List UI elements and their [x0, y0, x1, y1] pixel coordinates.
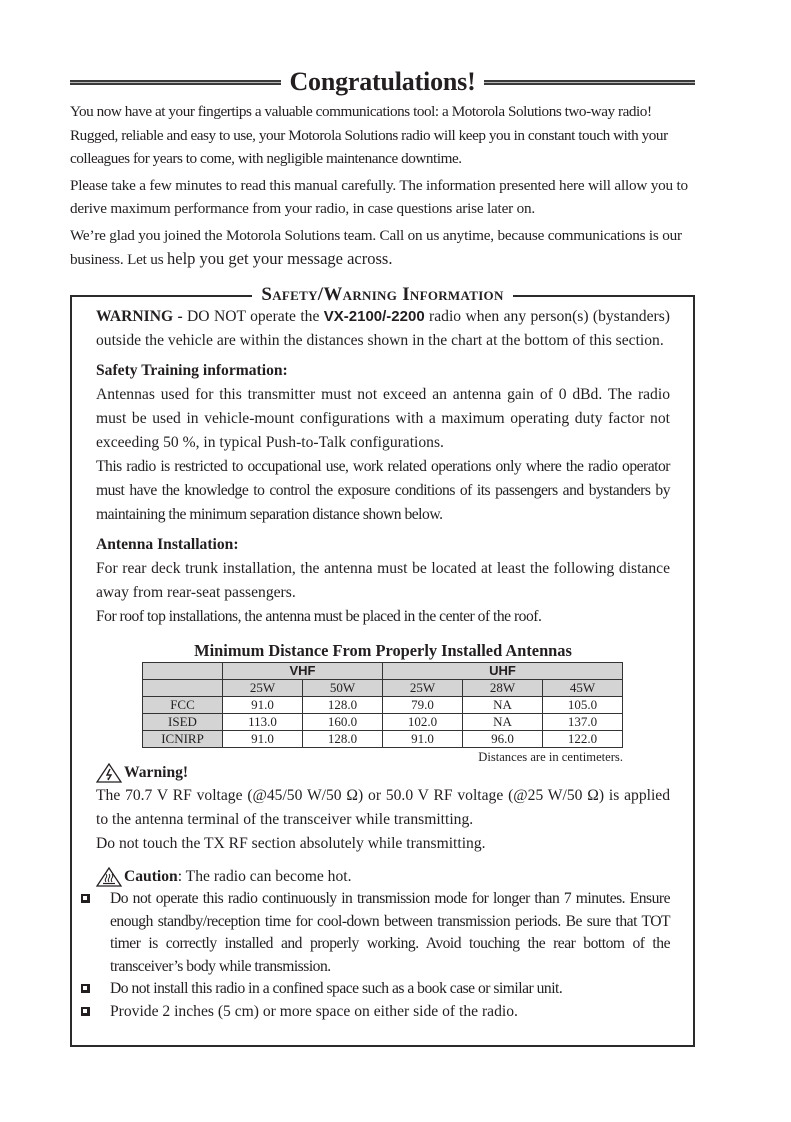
row-label: FCC: [143, 697, 223, 714]
empty-header-cell: [143, 663, 223, 680]
list-item: [72, 978, 670, 1001]
caution-title: Caution: [124, 868, 178, 885]
row-label: ISED: [143, 714, 223, 731]
intro-paragraph-1: You now have at your fingertips a valuable communications tool: a Motorola Solutions two-way radio! Rugged, reliable and easy to use, your Motorola Solutions radio will keep you in constant touch with your colleagues for years to come, with negligible maintenance downtime.: [70, 103, 668, 167]
intro-paragraph-3-start: We’re glad you joined the Motorola Solutions team. Call on us anytime, because communications is our business. Let us: [70, 226, 682, 268]
table-cell: 137.0: [543, 714, 623, 731]
table-note: Distances are in centimeters.: [478, 750, 623, 764]
list-item: [72, 1001, 670, 1024]
table-row: [143, 714, 623, 731]
warning-text-1: DO NOT operate the: [187, 308, 324, 325]
training-heading: Safety Training information:: [96, 362, 288, 379]
power-header-row: [143, 680, 623, 697]
antenna-heading: Antenna Installation:: [96, 536, 239, 553]
table-cell: 128.0: [303, 731, 383, 748]
caution-list: [72, 888, 670, 1023]
power-header: 25W: [223, 680, 303, 697]
box-bullet-icon: [81, 894, 90, 903]
power-header: 45W: [543, 680, 623, 697]
box-bullet-icon: [81, 984, 90, 993]
intro-paragraph-2: Please take a few minutes to read this manual carefully. The information presented here will allow you to derive maximum performance from your radio, in case questions arise later on.: [70, 176, 688, 217]
warning-paragraph: [96, 305, 670, 353]
list-item-text: Do not install this radio in a confined space such as a book case or similar unit.: [110, 980, 563, 997]
training-paragraph-1: Antennas used for this transmitter must not exceed an antenna gain of 0 dBd. The radio must be used in vehicle-mount configurations with a maximum operating duty factor not exceeding 50 %, in typical Push-to-Talk configurations.: [96, 386, 670, 451]
list-item-text: Provide 2 inches (5 cm) or more space on either side of the radio.: [110, 1002, 518, 1020]
band-header-row: [143, 663, 623, 680]
safety-title: [72, 284, 693, 307]
empty-header-cell: [143, 680, 223, 697]
list-item: [72, 888, 670, 978]
heading-rule-left: [70, 80, 281, 85]
rf-warning-title: Warning!: [124, 764, 189, 781]
rf-warning-paragraph-1: The 70.7 V RF voltage (@45/50 W/50 Ω) or 50.0 V RF voltage (@25 W/50 Ω) is applied to the antenna terminal of the transceiver while transmitting.: [96, 787, 670, 828]
intro-paragraph-3: [70, 224, 695, 272]
list-item-text: Do not operate this radio continuously in transmission mode for longer than 7 minutes. Ensure enough standby/reception time for cool-down between transmission periods. Be sure that TOT timer is correctly installed and properly working. Avoid touching the rear bottom of the transceiver’s body while transmission.: [110, 890, 670, 975]
model-name: VX-2100/-2200: [323, 308, 425, 325]
table-cell: NA: [463, 714, 543, 731]
table-cell: 128.0: [303, 697, 383, 714]
warning-text-2: radio when any person(s) (bystanders) outside the vehicle are within the distances shown in the chart at the bottom of this section.: [96, 308, 670, 349]
high-voltage-warning-icon: [96, 763, 122, 783]
intro-text: [70, 100, 695, 272]
power-header: 28W: [463, 680, 543, 697]
distance-table: [142, 662, 623, 748]
table-cell: 96.0: [463, 731, 543, 748]
rf-warning-paragraph-2: Do not touch the TX RF section absolutely while transmitting.: [96, 835, 486, 852]
row-label: ICNIRP: [143, 731, 223, 748]
band-header-vhf: VHF: [223, 663, 383, 680]
table-row: [143, 731, 623, 748]
table-cell: 79.0: [383, 697, 463, 714]
hot-surface-caution-icon: [96, 867, 122, 887]
caution-text: : The radio can become hot.: [177, 868, 352, 885]
intro-section: [70, 66, 695, 275]
table-cell: 105.0: [543, 697, 623, 714]
safety-warning-box: [70, 284, 695, 1047]
intro-paragraph-3-end: help you get your message across.: [167, 249, 393, 268]
table-cell: 102.0: [383, 714, 463, 731]
antenna-paragraph-2: For roof top installations, the antenna must be placed in the center of the roof.: [96, 608, 542, 625]
table-title: Minimum Distance From Properly Installed Antennas: [194, 641, 572, 660]
training-paragraph-2: This radio is restricted to occupational use, work related operations only where the radio operator must have the knowledge to control the exposure conditions of its passengers and bystanders by maintaining the minimum separation distance shown below.: [96, 458, 670, 523]
page-title: Congratulations!: [289, 67, 476, 96]
table-cell: 122.0: [543, 731, 623, 748]
table-cell: 91.0: [223, 731, 303, 748]
table-cell: 113.0: [223, 714, 303, 731]
safety-content: [96, 305, 670, 1023]
caution-heading: [96, 866, 670, 888]
band-header-uhf: UHF: [383, 663, 623, 680]
table-cell: 91.0: [223, 697, 303, 714]
table-cell: 91.0: [383, 731, 463, 748]
rf-warning-heading: [96, 762, 670, 784]
table-row: [143, 697, 623, 714]
heading-rule-right: [484, 80, 695, 85]
power-header: 50W: [303, 680, 383, 697]
box-bullet-icon: [81, 1007, 90, 1016]
antenna-paragraph-1: For rear deck trunk installation, the antenna must be located at least the following distance away from rear-seat passengers.: [96, 560, 670, 601]
congratulations-heading: [70, 66, 695, 98]
table-cell: 160.0: [303, 714, 383, 731]
safety-title-text: Safety/Warning Information: [252, 284, 512, 305]
table-cell: NA: [463, 697, 543, 714]
warning-label: WARNING -: [96, 308, 188, 325]
power-header: 25W: [383, 680, 463, 697]
